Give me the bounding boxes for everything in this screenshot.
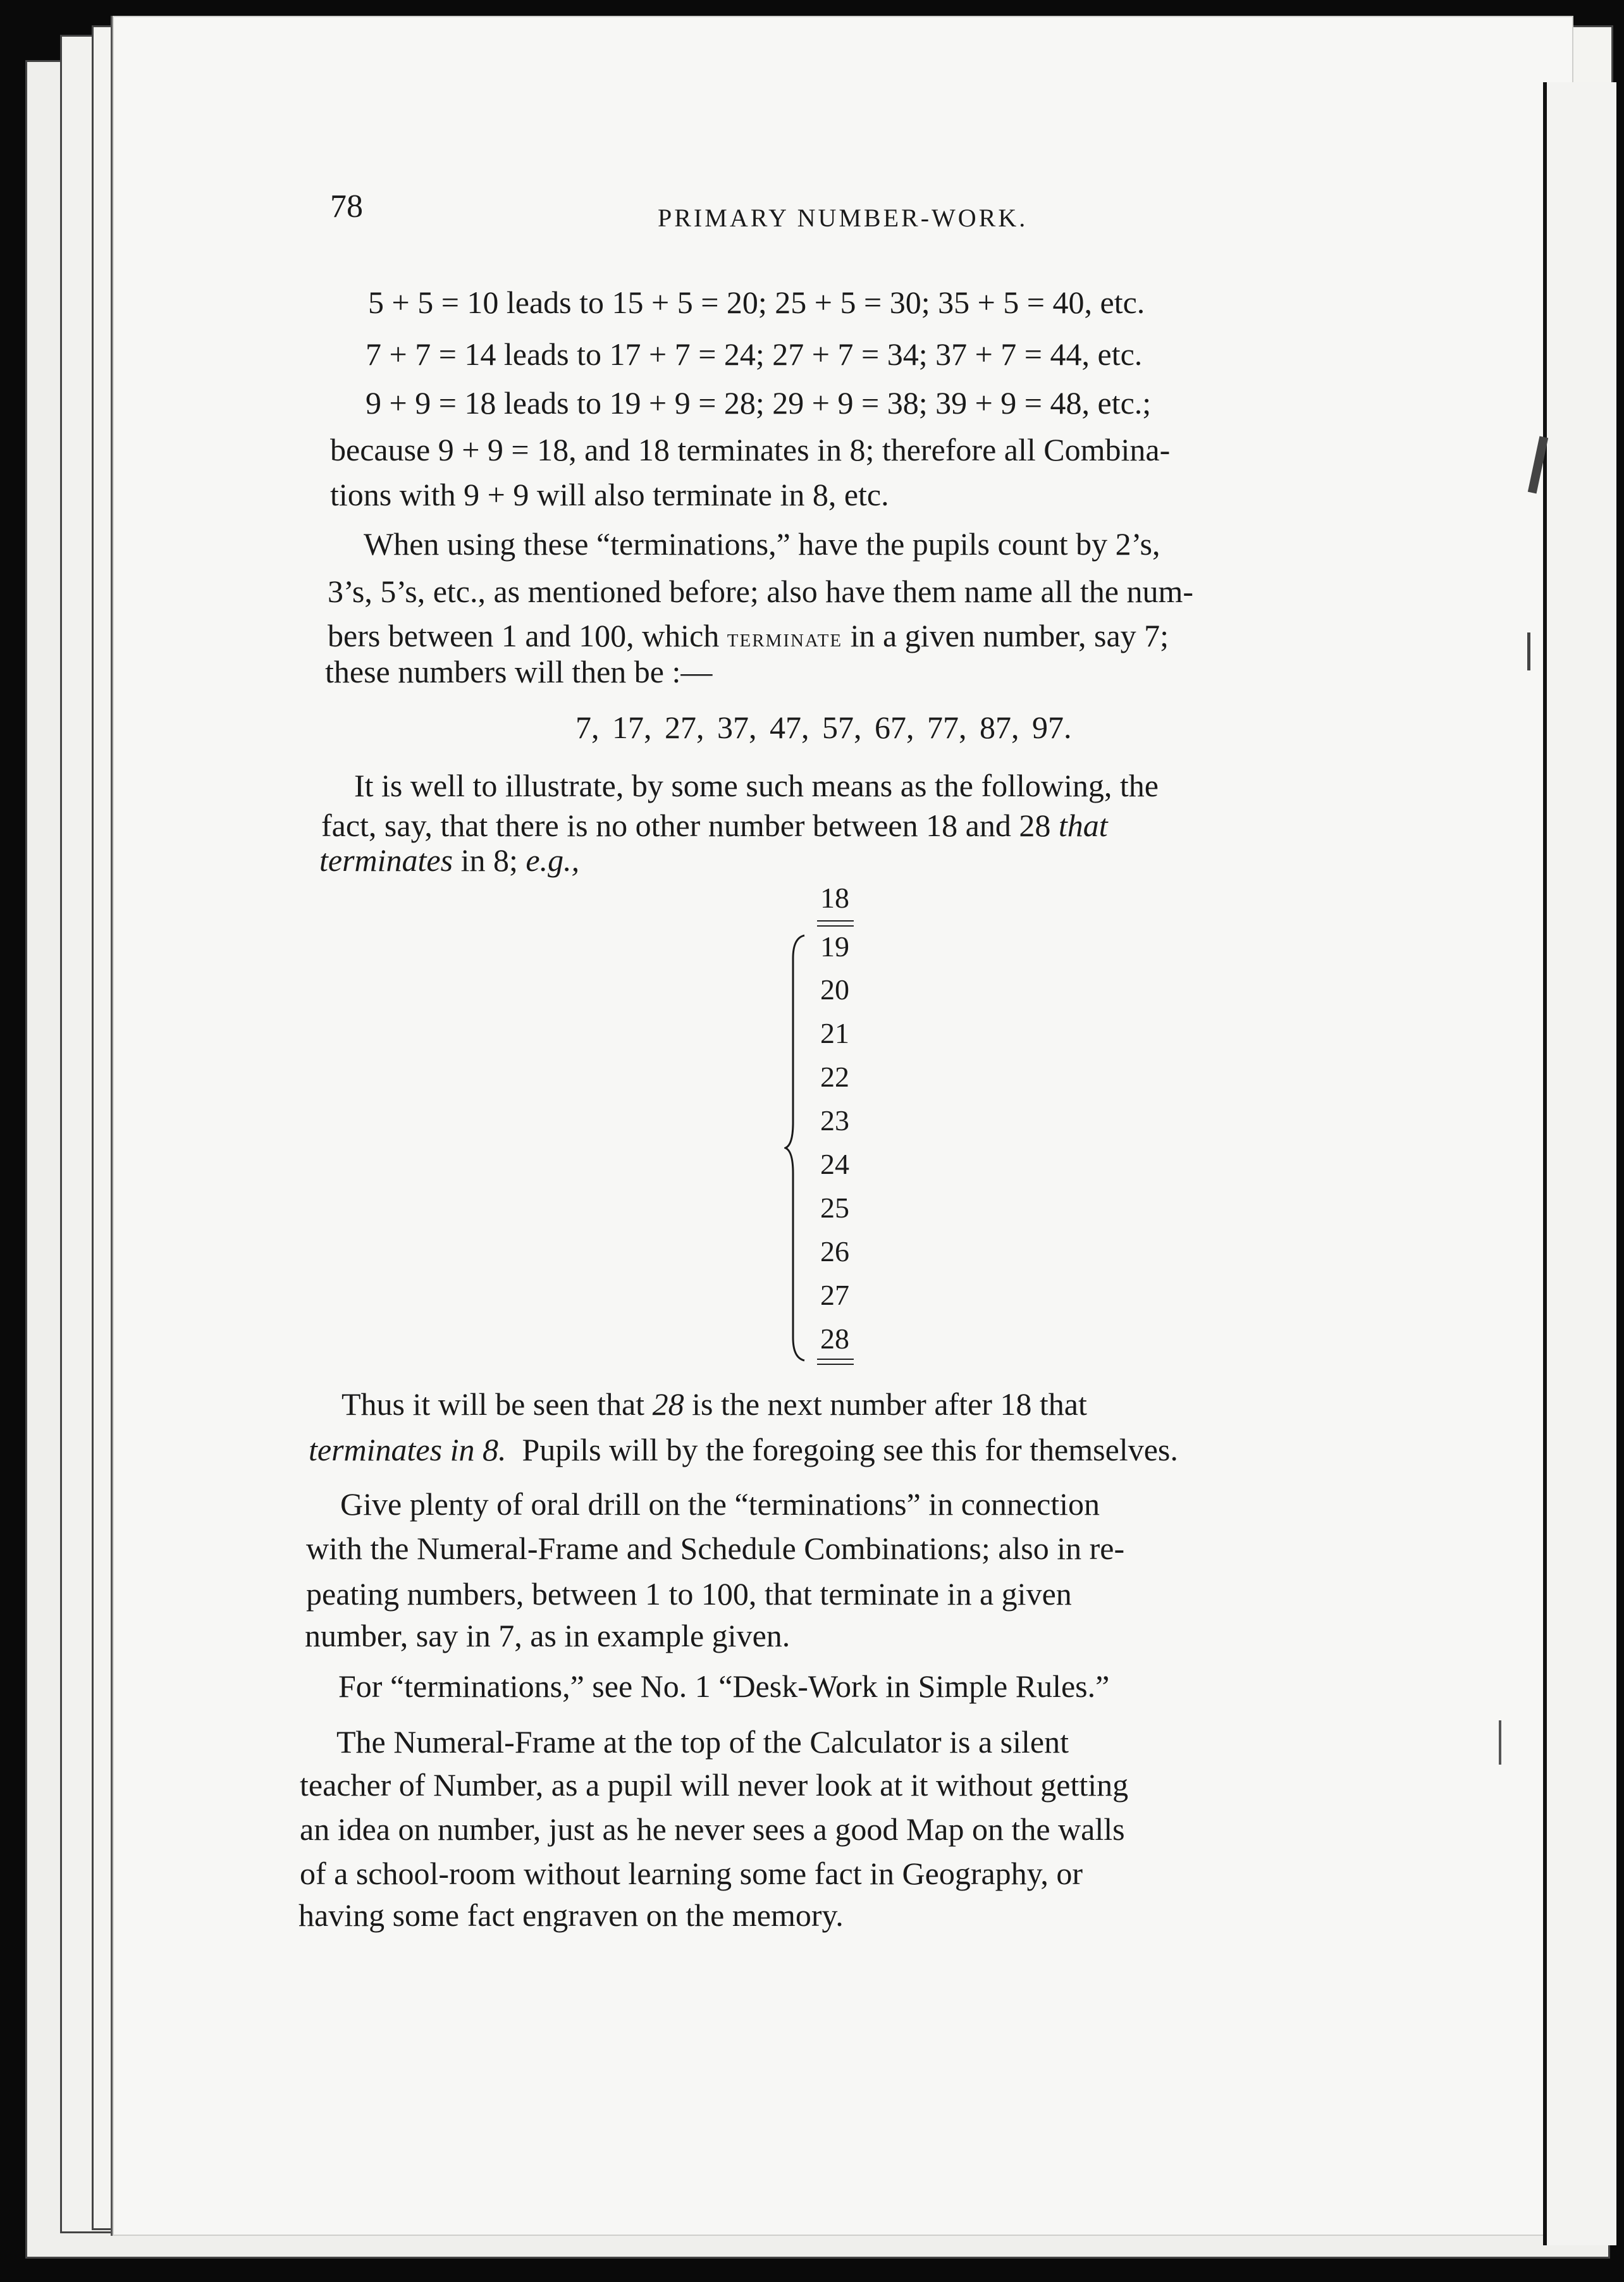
text-line: terminates in 8. Pupils will by the foregoing see this for themselves.	[309, 1432, 1178, 1467]
text-line: tions with 9 + 9 will also terminate in 8, etc.	[330, 477, 889, 512]
column-number: 28	[820, 1323, 849, 1355]
column-number: 23	[820, 1104, 849, 1137]
column-number: 24	[820, 1148, 849, 1180]
text-line: of a school-room without learning some fact in Geography, or	[300, 1856, 1083, 1891]
equation-line: 5 + 5 = 10 leads to 15 + 5 = 20; 25 + 5 = 30; 35 + 5 = 40, etc.	[368, 285, 1145, 320]
text-line: teacher of Number, as a pupil will never look at it without getting	[300, 1767, 1129, 1803]
text-line: an idea on number, just as he never sees a good Map on the walls	[300, 1811, 1125, 1847]
text-line: terminates in 8; e.g.,	[319, 842, 580, 878]
text-line: peating numbers, between 1 to 100, that terminate in a given	[306, 1576, 1072, 1612]
equation-line: 9 + 9 = 18 leads to 19 + 9 = 28; 29 + 9 = 38; 39 + 9 = 48, etc.;	[366, 385, 1152, 421]
equation-line: 7 + 7 = 14 leads to 17 + 7 = 24; 27 + 7 = 34; 37 + 7 = 44, etc.	[366, 336, 1143, 372]
running-head: PRIMARY NUMBER-WORK.	[658, 204, 1028, 232]
column-number: 26	[820, 1235, 849, 1267]
column-number: 20	[820, 973, 849, 1006]
double-rule	[817, 920, 854, 922]
column-number: 25	[820, 1192, 849, 1224]
text-line: The Numeral-Frame at the top of the Calculator is a silent	[336, 1724, 1069, 1760]
text-line: It is well to illustrate, by some such means as the following, the	[354, 768, 1159, 803]
double-rule	[817, 1359, 854, 1360]
column-number: 22	[820, 1061, 849, 1093]
double-rule	[817, 1364, 854, 1365]
text-line: fact, say, that there is no other number between 18 and 28 that	[321, 808, 1108, 843]
text-line: number, say in 7, as in example given.	[305, 1618, 790, 1653]
number-sequence: 7, 17, 27, 37, 47, 57, 67, 77, 87, 97.	[575, 710, 1072, 745]
text-line: Thus it will be seen that 28 is the next number after 18 that	[341, 1386, 1087, 1422]
text-line: 3’s, 5’s, etc., as mentioned before; also have them name all the num-	[328, 574, 1194, 609]
page-number: 78	[330, 188, 363, 225]
text-line: with the Numeral-Frame and Schedule Combinations; also in re-	[306, 1531, 1125, 1566]
text-line: Give plenty of oral drill on the “terminations” in connection	[340, 1486, 1100, 1522]
curly-brace	[784, 933, 809, 1363]
text-line: these numbers will then be :—	[325, 654, 713, 689]
text-line: because 9 + 9 = 18, and 18 terminates in 8; therefore all Combina-	[330, 432, 1171, 467]
text-line: having some fact engraven on the memory.	[298, 1897, 844, 1933]
column-number: 27	[820, 1279, 849, 1311]
text-line: When using these “terminations,” have the pupils count by 2’s,	[364, 526, 1160, 562]
column-number: 18	[820, 882, 849, 914]
column-number: 21	[820, 1017, 849, 1049]
text-line: bers between 1 and 100, which terminate in a given number, say 7;	[328, 618, 1169, 653]
double-rule	[817, 925, 854, 927]
text-line: For “terminations,” see No. 1 “Desk-Work in Simple Rules.”	[338, 1668, 1110, 1704]
column-number: 19	[820, 930, 849, 963]
